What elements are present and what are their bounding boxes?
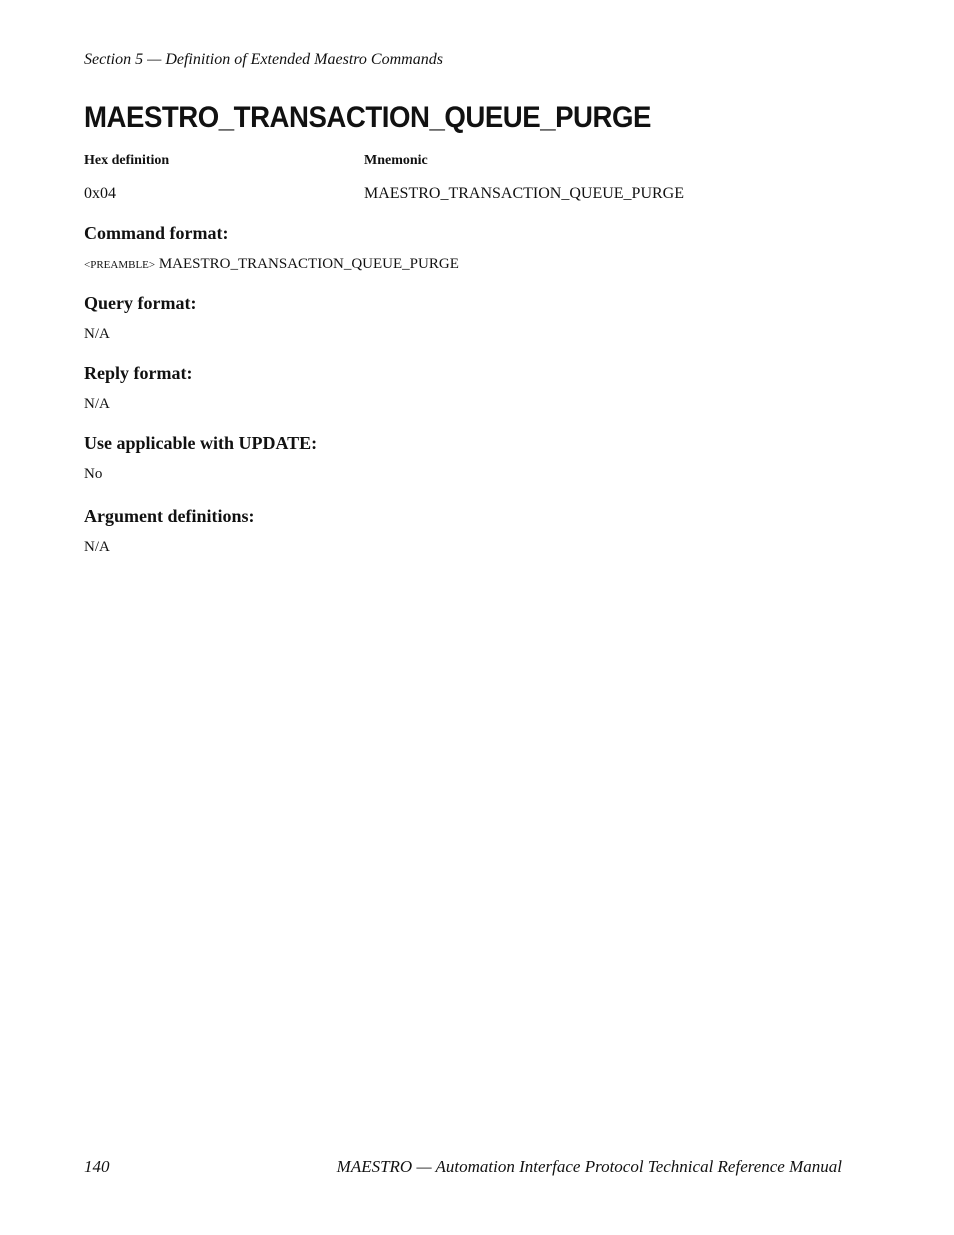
query-format-value: N/A — [84, 326, 110, 342]
argument-definitions-value: N/A — [84, 539, 110, 555]
update-value: No — [84, 466, 103, 482]
hex-definition-header: Hex definition — [84, 153, 170, 168]
manual-title: MAESTRO — Automation Interface Protocol Technical Reference Manual — [336, 1157, 842, 1176]
reply-format-heading: Reply format: — [84, 363, 193, 383]
argument-definitions-heading: Argument definitions: — [84, 506, 255, 526]
hex-definition-value: 0x04 — [84, 185, 116, 202]
update-heading: Use applicable with UPDATE: — [84, 433, 318, 453]
command-format-heading: Command format: — [84, 223, 229, 243]
query-format-heading: Query format: — [84, 293, 197, 313]
preamble-token: <PREAMBLE> — [84, 259, 156, 271]
running-header: Section 5 — Definition of Extended Maestro Commands — [84, 51, 443, 68]
mnemonic-value: MAESTRO_TRANSACTION_QUEUE_PURGE — [364, 185, 685, 202]
command-mnemonic: MAESTRO_TRANSACTION_QUEUE_PURGE — [158, 256, 459, 272]
page-number: 140 — [84, 1157, 110, 1176]
reply-format-value: N/A — [84, 396, 110, 412]
page-title: MAESTRO_TRANSACTION_QUEUE_PURGE — [84, 101, 651, 134]
mnemonic-header: Mnemonic — [364, 153, 428, 168]
command-format-body — [84, 256, 459, 273]
